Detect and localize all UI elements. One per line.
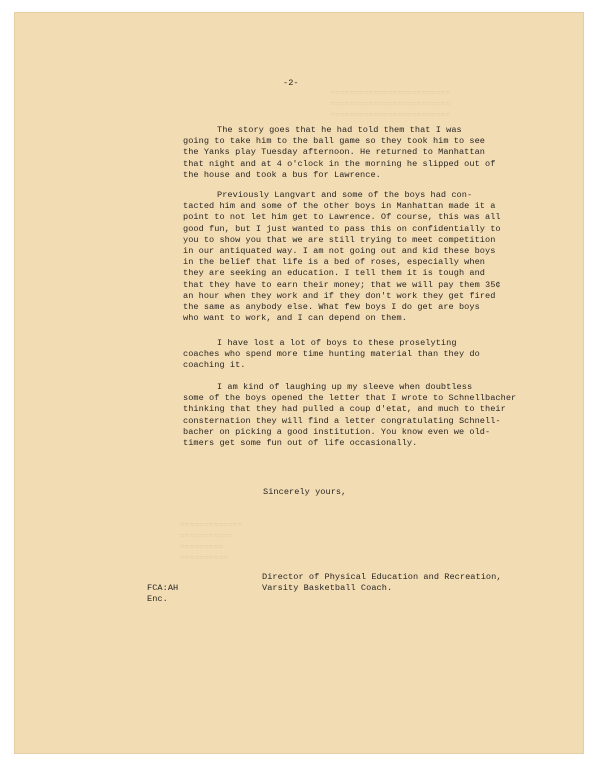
paragraph-1: The story goes that he had told them that I was going to take him to the ball game so they took him to see the Yanks play Tuesday afternoon. He returned to Manhattan that night and at 4 o'clock in the morning he slipped out of the house and took a bus for Lawrence.: [183, 125, 496, 180]
reference-initials: FCA:AH Enc.: [147, 583, 179, 605]
paragraph-4: I am kind of laughing up my sleeve when doubtless some of the boys opened the letter that I wrote to Schnellbacher thinking that they had pulled a coup d'etat, and much to their consternation they will find a letter congratulating Schnell- bacher on picking a good institution. You know even we old- timers get some fun out of life occasionally.: [183, 382, 517, 449]
paragraph-3: I have lost a lot of boys to these proselyting coaches who spend more time hunting material than they do coaching it.: [183, 338, 480, 371]
show-through-texture-lower: ≈≈≈≈≈≈≈≈≈≈≈≈≈ ≈≈≈≈≈≈≈≈≈≈≈ ≈≈≈≈≈≈≈≈≈ ≈≈≈≈≈≈≈≈≈≈: [180, 521, 243, 563]
paragraph-2: Previously Langvart and some of the boys had con- tacted him and some of the other boys in Manhattan made it a point to not let him get to Lawrence. Of course, this was all good fun, but I just wanted to pass this on confidentially to you to show you that we are still trying to meet competition in our antiquated way. I am not going out and kid these boys in the belief that life is a bed of roses, especially when they are seeking an education. I tell them it is tough and that they have to earn their money; that we will pay them 35¢ an hour when they work and if they don't work they get fired the same as anybody else. What few boys I do get are boys who want to work, and I can depend on them.: [183, 190, 501, 324]
page-number: -2-: [283, 78, 299, 88]
closing: Sincerely yours,: [263, 487, 347, 497]
show-through-texture: ≈≈≈≈≈≈≈≈≈≈≈≈≈≈≈≈≈≈≈≈≈≈≈≈≈ ≈≈≈≈≈≈≈≈≈≈≈≈≈≈≈≈≈≈≈≈≈≈≈≈≈ ≈≈≈≈≈≈≈≈≈≈≈≈≈≈≈≈≈≈≈≈≈≈≈≈≈: [330, 89, 451, 120]
signature-block: Director of Physical Education and Recreation, Varsity Basketball Coach.: [262, 572, 502, 594]
